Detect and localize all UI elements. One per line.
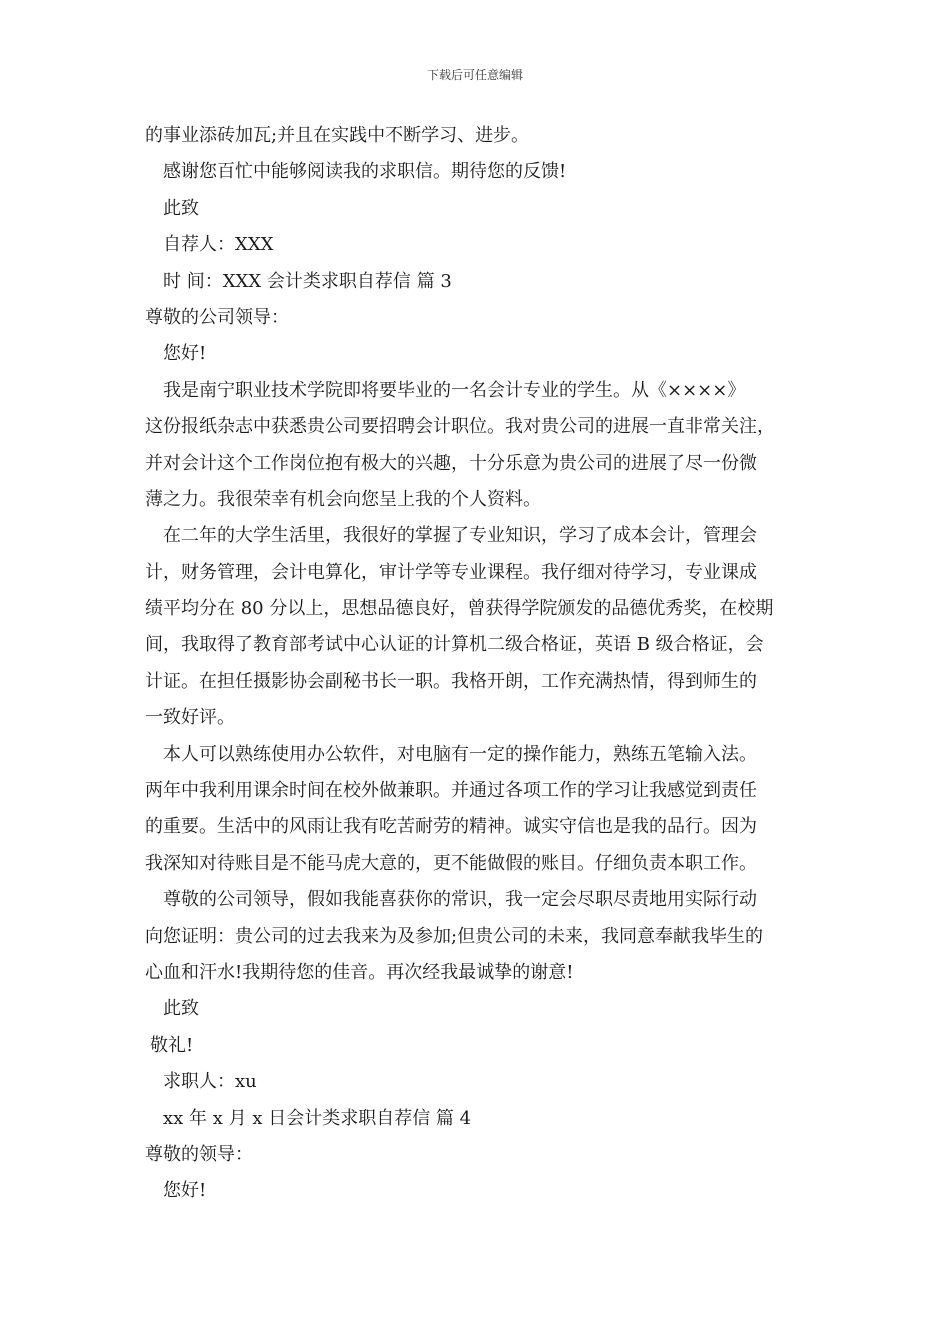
text-line: 时 间：XXX 会计类求职自荐信 篇 3 bbox=[163, 270, 452, 292]
text-line: 并对会计这个工作岗位抱有极大的兴趣，十分乐意为贵公司的进展了尽一份微 bbox=[145, 452, 757, 474]
text-line: 间，我取得了教育部考试中心认证的计算机二级合格证，英语 B 级合格证，会 bbox=[145, 634, 764, 656]
text-line: 尊敬的公司领导： bbox=[145, 306, 289, 328]
text-line: 求职人：xu bbox=[163, 1071, 257, 1093]
page-header: 下载后可任意编辑 bbox=[426, 68, 523, 82]
text-line: 自荐人：XXX bbox=[163, 234, 274, 256]
text-line: 向您证明：贵公司的过去我来为及参加;但贵公司的未来，我同意奉献我毕生的 bbox=[145, 925, 764, 947]
text-line: 本人可以熟练使用办公软件，对电脑有一定的操作能力，熟练五笔输入法。 bbox=[163, 743, 757, 765]
document-body bbox=[145, 118, 813, 1210]
text-line: 一致好评。 bbox=[145, 707, 235, 729]
text-line: 薄之力。我很荣幸有机会向您呈上我的个人资料。 bbox=[145, 488, 541, 510]
text-line: 的事业添砖加瓦;并且在实践中不断学习、进步。 bbox=[145, 125, 530, 146]
text-line: 敬礼! bbox=[150, 1034, 194, 1056]
text-line: 此致 bbox=[163, 197, 199, 219]
text-line: 感谢您百忙中能够阅读我的求职信。期待您的反馈! bbox=[163, 161, 567, 183]
text-line: 计，财务管理，会计电算化，审计学等专业课程。我仔细对待学习，专业课成 bbox=[145, 561, 757, 583]
text-line: xx 年 x 月 x 日会计类求职自荐信 篇 4 bbox=[163, 1107, 472, 1129]
text-line: 您好! bbox=[163, 343, 207, 365]
text-line: 在二年的大学生活里，我很好的掌握了专业知识，学习了成本会计，管理会 bbox=[163, 525, 757, 547]
text-line: 我是南宁职业技术学院即将要毕业的一名会计专业的学生。从《××××》 bbox=[163, 379, 746, 401]
text-line: 绩平均分在 80 分以上，思想品德良好，曾获得学院颁发的品德优秀奖，在校期 bbox=[145, 598, 774, 620]
text-line: 尊敬的公司领导，假如我能喜获你的常识，我一定会尽职尽责地用实际行动 bbox=[163, 889, 757, 911]
text-line: 您好! bbox=[163, 1180, 207, 1202]
text-line: 两年中我利用课余时间在校外做兼职。并通过各项工作的学习让我感觉到责任 bbox=[145, 780, 757, 802]
text-line: 这份报纸杂志中获悉贵公司要招聘会计职位。我对贵公司的进展一直非常关注， bbox=[145, 416, 775, 438]
text-line: 我深知对待账目是不能马虎大意的，更不能做假的账目。仔细负责本职工作。 bbox=[145, 852, 757, 874]
text-line: 计证。在担任摄影协会副秘书长一职。我格开朗，工作充满热情，得到师生的 bbox=[145, 670, 757, 692]
text-line: 心血和汗水!我期待您的佳音。再次经我最诚挚的谢意! bbox=[145, 961, 574, 983]
text-line: 此致 bbox=[163, 998, 199, 1020]
text-line: 尊敬的领导： bbox=[145, 1143, 253, 1165]
text-line: 的重要。生活中的风雨让我有吃苦耐劳的精神。诚实守信也是我的品行。因为 bbox=[145, 816, 757, 838]
